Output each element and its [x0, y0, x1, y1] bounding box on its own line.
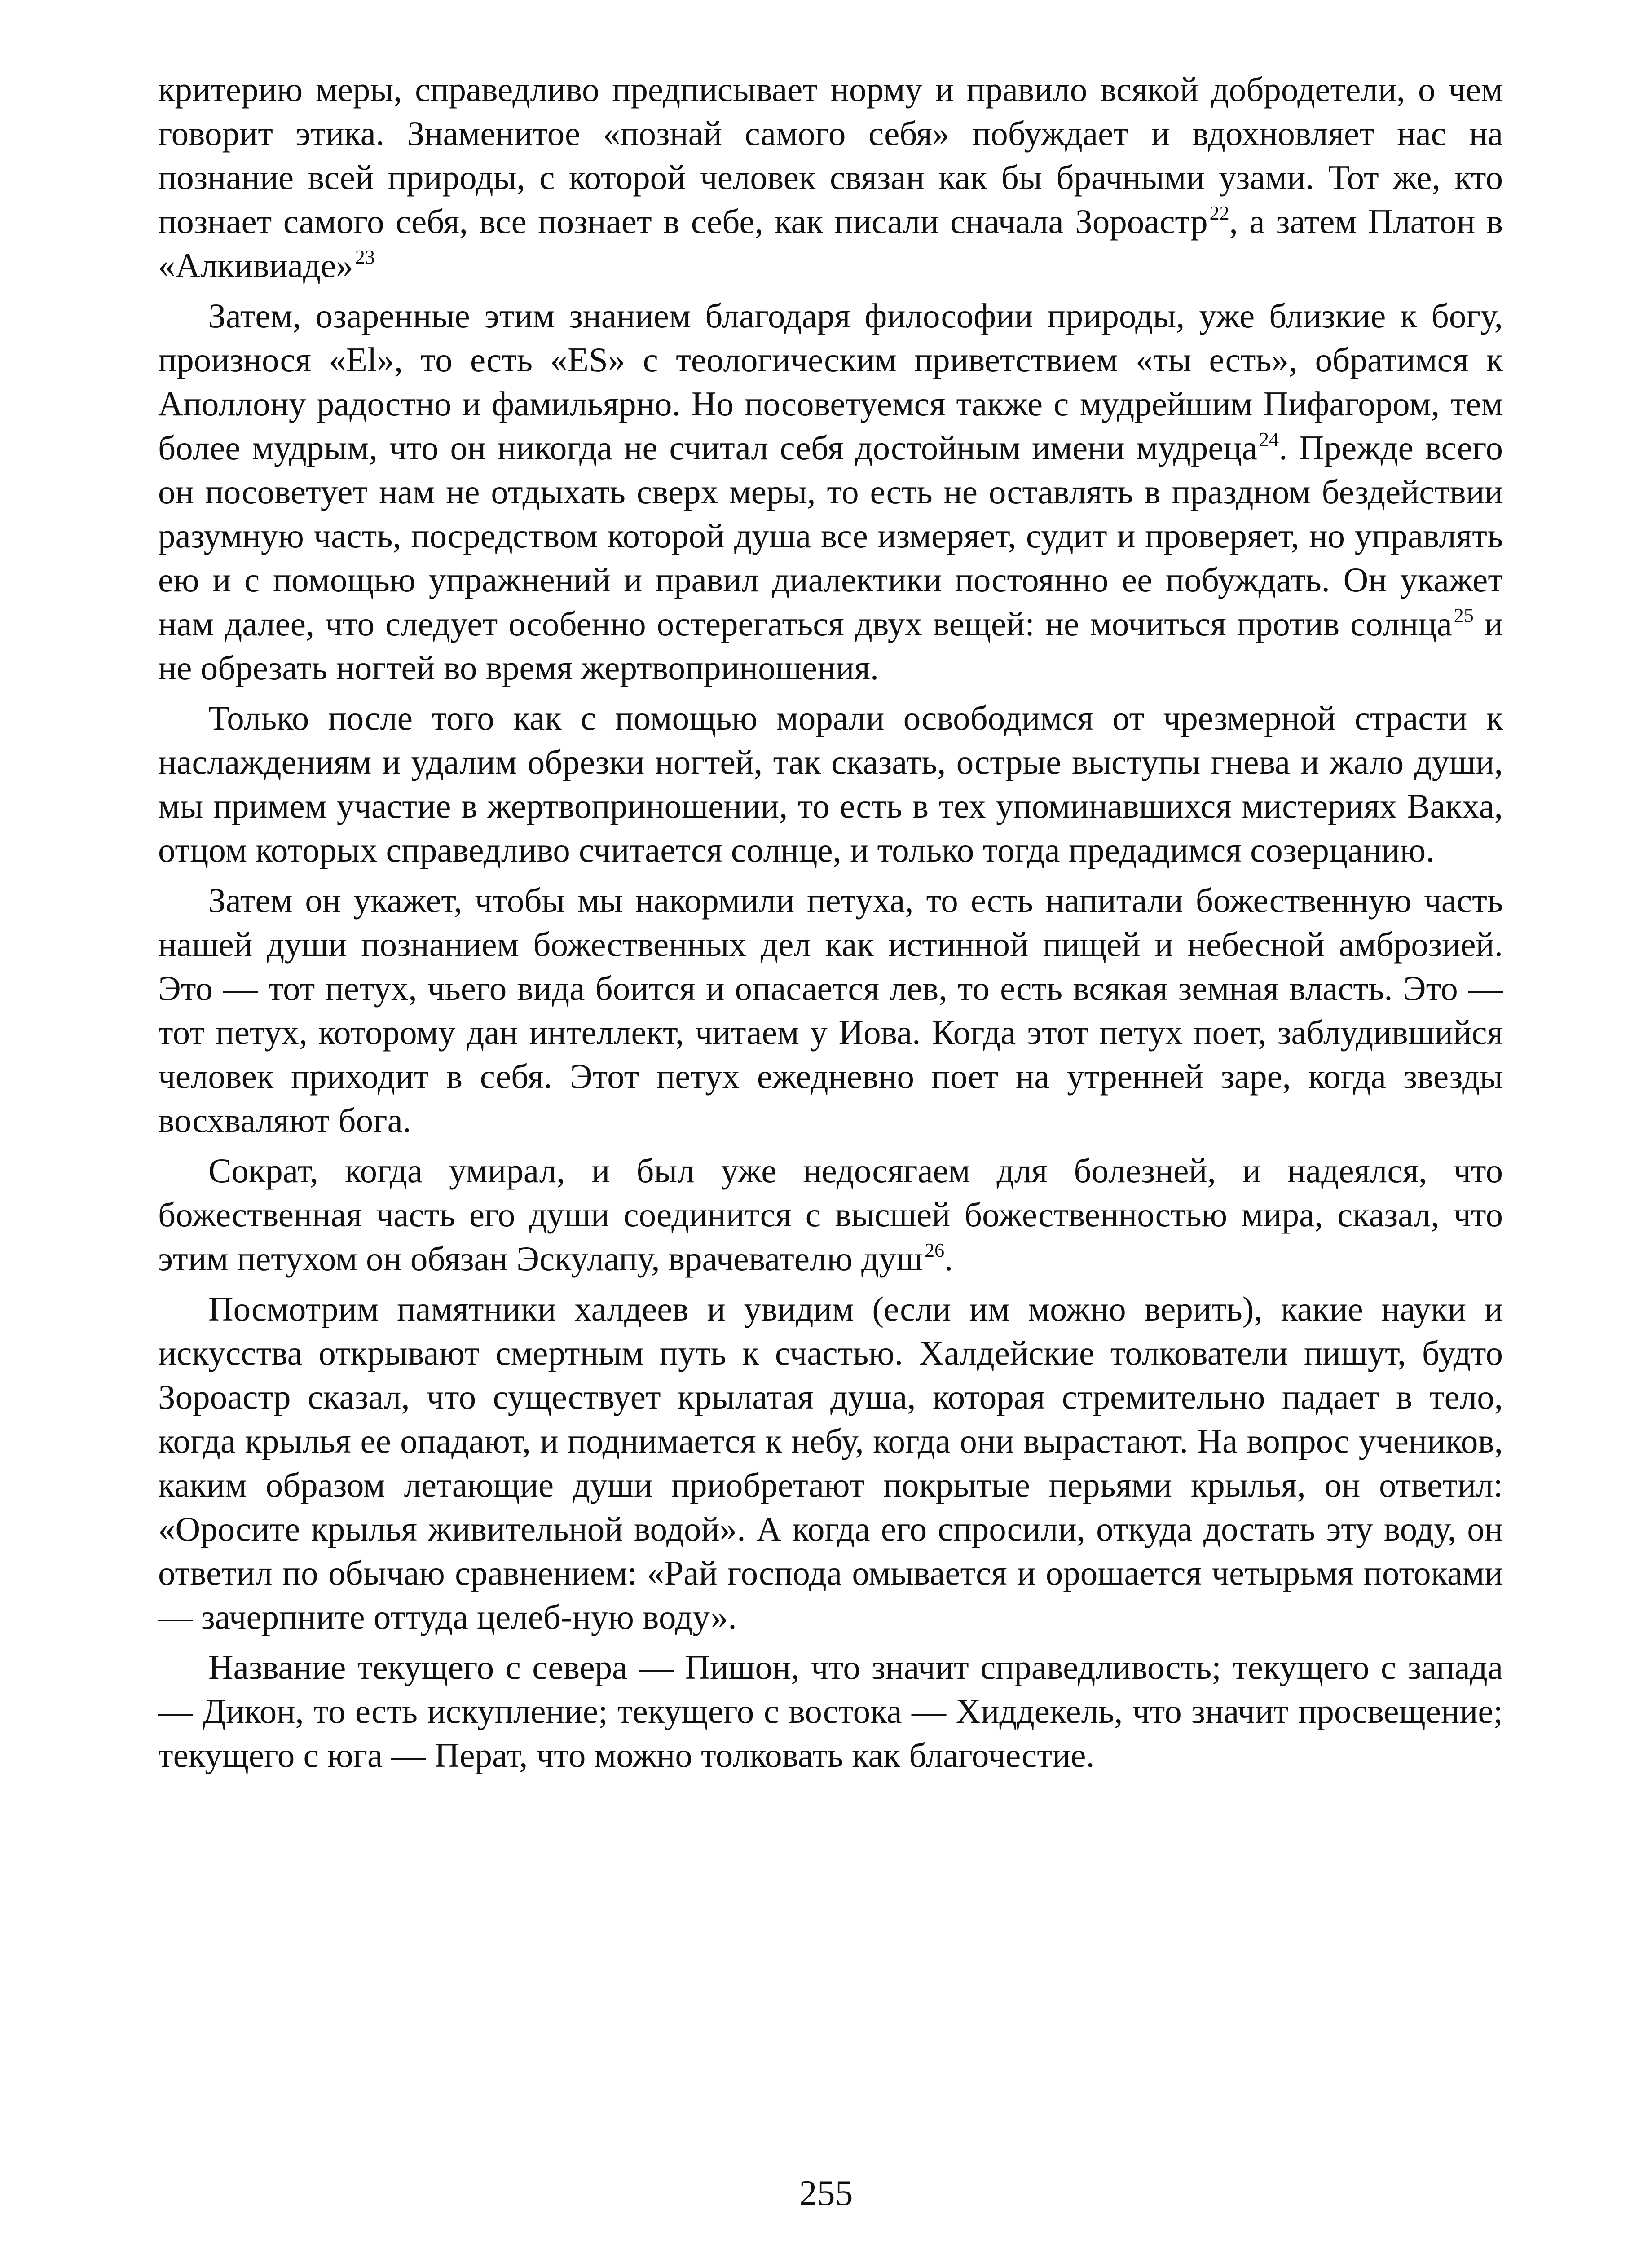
paragraph-6-text: Посмотрим памятники халдеев и увидим (если им можно верить), какие науки и искусства открывают смертным путь к счастью. Халдейские толкователи пишут, будто Зороастр сказал, что существует крылатая душа, которая стремительно падает в тело, когда крылья ее опадают, и поднимается к небу, когда они вырастают. На вопрос учеников, каким образом летающие души приобретают покрытые перьями крылья, он ответил: «Оросите крылья живительной водой». А когда его спросили, откуда достать эту воду, он ответил по обычаю сравнением: «Рай господа омывается и орошается четырьмя потоками — зачерпните оттуда целеб-ную воду».: [158, 1290, 1503, 1636]
footnote-22: 22: [1209, 202, 1229, 224]
page-text-column: [158, 67, 1503, 1783]
footnote-26: 26: [925, 1239, 945, 1261]
paragraph-2-text-3: и не обрезать ногтей во время жертвоприношения.: [158, 604, 1503, 687]
paragraph-7-text: Название текущего с севера — Пишон, что значит справедливость; текущего с запада — Дикон, то есть искупление; текущего с востока — Хиддекель, что значит просвещение; текущего с юга — Перат, что можно толковать как благочестие.: [158, 1648, 1503, 1774]
paragraph-7: [158, 1645, 1503, 1777]
paragraph-3: [158, 696, 1503, 872]
paragraph-5-text-2: .: [944, 1239, 953, 1278]
paragraph-1-text-2: , а затем Платон в «Алкивиаде»: [158, 202, 1503, 285]
paragraph-2: [158, 294, 1503, 690]
paragraph-5-text-1: Сократ, когда умирал, и был уже недосягаем для болезней, и надеялся, что божественная часть его души соединится с высшей божественностью мира, сказал, что этим петухом он обязан Эскулапу, врачевателю душ: [158, 1151, 1503, 1278]
paragraph-2-text-1: Затем, озаренные этим знанием благодаря философии природы, уже близкие к богу, произнося «El», то есть «ES» с теологическим приветствием «ты есть», обратимся к Аполлону радостно и фамильярно. Но посоветуемся также с мудрейшим Пифагором, тем более мудрым, что он никогда не считал себя достойным имени мудреца: [158, 296, 1503, 467]
paragraph-6: [158, 1287, 1503, 1639]
footnote-25: 25: [1454, 604, 1474, 626]
paragraph-5: [158, 1149, 1503, 1281]
footnote-23: 23: [355, 246, 375, 268]
footnote-24: 24: [1259, 428, 1279, 450]
paragraph-4-text: Затем он укажет, чтобы мы накормили петуха, то есть напитали божественную часть нашей души познанием божественных дел как истинной пищей и небесной амброзией. Это — тот петух, чьего вида боится и опасается лев, то есть всякая земная власть. Это — тот петух, которому дан интеллект, читаем у Иова. Когда этот петух поет, заблудившийся человек приходит в себя. Этот петух ежедневно поет на утренней заре, когда звезды восхваляют бога.: [158, 881, 1503, 1140]
page-number: 255: [799, 2174, 853, 2213]
paragraph-1-text-1: критерию меры, справедливо предписывает норму и правило всякой добродетели, о чем говорит этика. Знаменитое «познай самого себя» побуждает и вдохновляет нас на познание всей природы, с которой человек связан как бы брачными узами. Тот же, кто познает самого себя, все познает в себе, как писали сначала Зороастр: [158, 70, 1503, 241]
paragraph-2-text-2: . Прежде всего он посоветует нам не отдыхать сверх меры, то есть не оставлять в праздном бездействии разумную часть, посредством которой душа все измеряет, судит и проверяет, но управлять ею и с помощью упражнений и правил диалектики постоянно ее побуждать. Он укажет нам далее, что следует особенно остерегаться двух вещей: не мочиться против солнца: [158, 428, 1503, 643]
paragraph-4: [158, 878, 1503, 1142]
paragraph-1: [158, 67, 1503, 287]
paragraph-3-text: Только после того как с помощью морали освободимся от чрезмерной страсти к наслаждениям и удалим обрезки ногтей, так сказать, острые выступы гнева и жало души, мы примем участие в жертвоприношении, то есть в тех упоминавшихся мистериях Вакха, отцом которых справедливо считается солнце, и только тогда предадимся созерцанию.: [158, 699, 1503, 869]
